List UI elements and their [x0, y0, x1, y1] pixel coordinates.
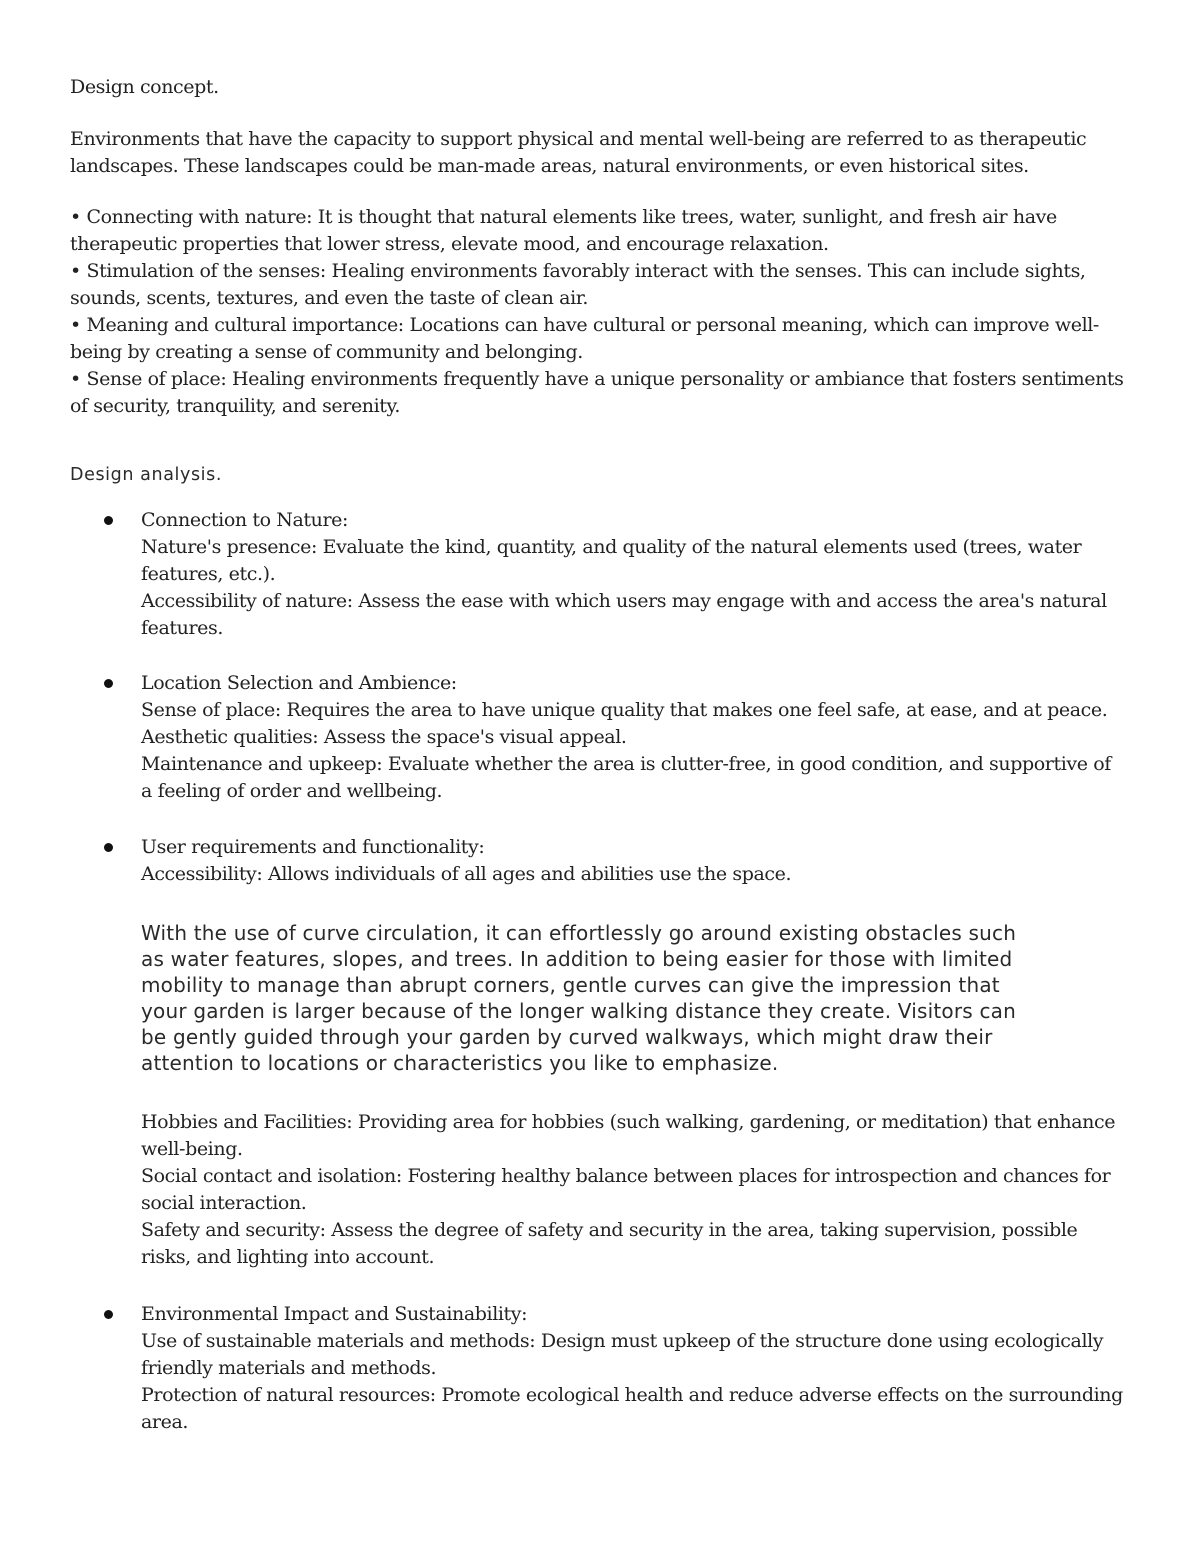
text-line: • Meaning and cultural importance: Locations can have cultural or personal meaning, which can improve well-: [70, 314, 1099, 336]
curve-circulation-paragraph: [141, 920, 1141, 1076]
heading-text: Design concept.: [70, 76, 219, 98]
text-line: Maintenance and upkeep: Evaluate whether the area is clutter-free, in good condition, and supportive of: [141, 753, 1111, 775]
text-line: a feeling of order and wellbeing.: [141, 780, 443, 802]
text-line: features, etc.).: [141, 563, 276, 585]
intro-paragraph: [70, 126, 1145, 180]
text-line: Use of sustainable materials and methods: Design must upkeep of the structure done using ecologically: [141, 1330, 1104, 1352]
text-line: With the use of curve circulation, it can effortlessly go around existing obstacles such: [141, 921, 1017, 945]
text-line: Sense of place: Requires the area to have unique quality that makes one feel safe, at ease, and at peace.: [141, 699, 1108, 721]
text-line: of security, tranquility, and serenity.: [70, 395, 400, 417]
section-heading-design-analysis: [70, 462, 1145, 488]
text-line: Accessibility of nature: Assess the ease with which users may engage with and access the area's natural: [141, 590, 1107, 612]
text-line: • Sense of place: Healing environments frequently have a unique personality or ambiance that fosters sentiments: [70, 368, 1124, 390]
text-line: Connection to Nature:: [141, 509, 349, 531]
bullet-icon: [104, 1310, 113, 1319]
text-line: Accessibility: Allows individuals of all ages and abilities use the space.: [141, 863, 792, 885]
text-line: your garden is larger because of the longer walking distance they create. Visitors can: [141, 999, 1016, 1023]
analysis-item-user-requirements: [141, 834, 1141, 888]
text-line: sounds, scents, textures, and even the taste of clean air.: [70, 287, 588, 309]
text-line: Social contact and isolation: Fostering healthy balance between places for introspection and chances for: [141, 1165, 1111, 1187]
section-heading-design-concept: [70, 74, 1145, 101]
text-line: therapeutic properties that lower stress, elevate mood, and encourage relaxation.: [70, 233, 829, 255]
text-line: Protection of natural resources: Promote ecological health and reduce adverse effects on the surrounding: [141, 1384, 1123, 1406]
text-line: be gently guided through your garden by curved walkways, which might draw their: [141, 1025, 993, 1049]
bullet-icon: [104, 679, 113, 688]
text-line: features.: [141, 617, 223, 639]
text-line: Environments that have the capacity to support physical and mental well-being are referred to as therapeutic: [70, 128, 1087, 150]
text-line: social interaction.: [141, 1192, 307, 1214]
bullet-icon: [104, 516, 113, 525]
text-line: User requirements and functionality:: [141, 836, 485, 858]
bullet-icon: [104, 843, 113, 852]
concept-points-list: [70, 204, 1145, 420]
text-line: Environmental Impact and Sustainability:: [141, 1303, 528, 1325]
text-line: Location Selection and Ambience:: [141, 672, 457, 694]
text-line: Hobbies and Facilities: Providing area for hobbies (such walking, gardening, or meditation) that enhance: [141, 1111, 1116, 1133]
text-line: • Connecting with nature: It is thought that natural elements like trees, water, sunlight, and fresh air have: [70, 206, 1057, 228]
text-line: Aesthetic qualities: Assess the space's visual appeal.: [141, 726, 627, 748]
text-line: friendly materials and methods.: [141, 1357, 437, 1379]
text-line: well-being.: [141, 1138, 243, 1160]
analysis-item-connection-to-nature: [141, 507, 1141, 642]
analysis-item-environmental-impact: [141, 1301, 1141, 1436]
text-line: Safety and security: Assess the degree of safety and security in the area, taking supervision, possible: [141, 1219, 1078, 1241]
analysis-item-location-selection: [141, 670, 1141, 805]
text-line: Nature's presence: Evaluate the kind, quantity, and quality of the natural elements used (trees, water: [141, 536, 1082, 558]
text-line: risks, and lighting into account.: [141, 1246, 435, 1268]
user-requirements-continuation: [141, 1109, 1141, 1271]
text-line: mobility to manage than abrupt corners, gentle curves can give the impression that: [141, 973, 1000, 997]
text-line: attention to locations or characteristics you like to emphasize.: [141, 1051, 779, 1075]
text-line: • Stimulation of the senses: Healing environments favorably interact with the senses. This can include sights,: [70, 260, 1086, 282]
text-line: area.: [141, 1411, 189, 1433]
text-line: being by creating a sense of community and belonging.: [70, 341, 583, 363]
text-line: as water features, slopes, and trees. In addition to being easier for those with limited: [141, 947, 1013, 971]
heading-text: Design analysis.: [70, 465, 223, 485]
text-line: landscapes. These landscapes could be man-made areas, natural environments, or even historical sites.: [70, 155, 1029, 177]
